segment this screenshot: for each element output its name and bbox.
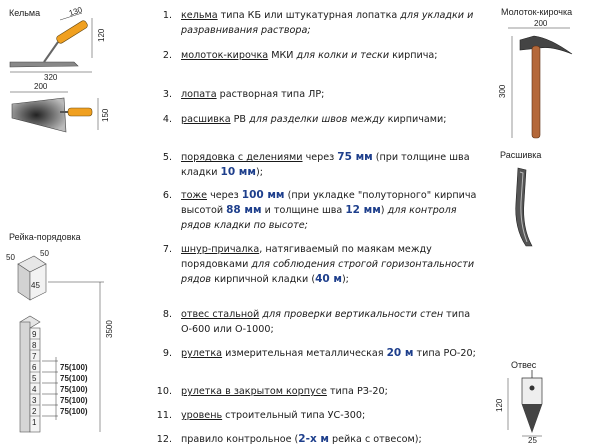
kelma-handle-side [55,20,88,45]
otves-drawing [490,370,589,443]
reyka-drawing [0,242,140,442]
tool-num: 4. [162,114,172,125]
tool-name: тоже [181,190,208,201]
reyka-mark-5: 5 [32,374,37,383]
reyka-row-label-2: 75(100) [60,374,88,383]
reyka-row-label-3: 75(100) [60,385,88,394]
tool-size: 10 мм [220,166,256,178]
tool-desc: строительный типа УС-300; [222,410,366,421]
tool-desc: измерительная металлическая [222,348,387,359]
reyka-mark-6: 6 [32,363,37,372]
tool-num: 9. [162,348,172,359]
tool-num: 12. [156,434,172,445]
molotok-caption: Молоток-кирочка [501,7,573,17]
reyka-mark-8: 8 [32,341,37,350]
otves-dim-120: 120 [495,398,504,412]
tool-num: 7. [162,244,172,255]
tool-desc: , натягиваемый по маякам между порядовками [181,244,432,270]
reyka-dim-3500: 3500 [105,320,114,338]
tool-name: кельма [181,10,218,21]
reyka-dim-50b: 50 [40,249,49,258]
reyka-mark-3: 3 [32,396,37,405]
rasshivka-drawing [500,162,560,252]
kelma-dim-200: 200 [34,82,48,91]
tool-desc: кирпичами; [384,114,447,125]
rasshivka-blade [516,168,532,246]
tool-num: 2. [162,50,172,61]
kelma-dim-120: 120 [97,28,106,42]
tool-purpose: для укладки и разравнивания раствора; [181,10,474,36]
tool-desc: МКИ [268,50,297,61]
tool-desc: ) [380,205,388,216]
reyka-rail-side [20,322,30,432]
molotok-drawing [490,16,589,146]
tool-purpose: для соблюдения строгой горизонтальности рядов [181,259,475,285]
tool-text [181,408,481,423]
tool-text [181,242,481,287]
reyka-dim-45: 45 [31,281,40,290]
tool-name: порядовка с делениями [181,152,303,163]
molotok-dim-200: 200 [534,19,548,28]
reyka-mark-1: 1 [32,418,37,427]
tool-size: 12 мм [345,204,381,216]
tool-text [181,48,481,63]
tool-num: 5. [162,152,172,163]
kelma-caption: Кельма [9,8,41,18]
reyka-caption: Рейка-порядовка [9,232,81,242]
kelma-shank [44,42,58,62]
kelma-dim-150: 150 [101,108,110,122]
tool-size: 2-х м [298,433,329,445]
tool-desc: (при укладке "полуторного" кирпича высотой [181,190,477,216]
tool-num: 3. [162,89,172,100]
reyka-mark-7: 7 [32,352,37,361]
tool-name: шнур-причалка [181,244,260,255]
tool-desc: (при толщине шва кладки [181,152,470,178]
tool-size: 75 мм [337,151,373,163]
tool-purpose: для контроля рядов кладки по высоте; [181,205,457,231]
kelma-drawing [0,0,140,140]
tool-text [181,87,481,102]
tool-desc: типа РО-20; [413,348,476,359]
tool-text [181,432,481,447]
tool-size: 20 м [386,347,414,359]
tool-name: уровень [181,410,223,421]
reyka-row-label-4: 75(100) [60,396,88,405]
tool-text [181,384,481,399]
tool-purpose: для разделки швов между [249,114,385,125]
kelma-blade-top [12,98,66,132]
reyka-mark-4: 4 [32,385,37,394]
kelma-handle-top [68,108,92,116]
tool-name: молоток-кирочка [181,50,269,61]
tool-desc: через [207,190,242,201]
tool-desc: типа КБ или штукатурная лопатка [217,10,401,21]
tool-num: 6. [162,190,172,201]
tool-text [181,346,481,361]
tool-desc: правило контрольное ( [181,434,299,445]
tool-desc: кирпичной кладки ( [211,274,316,285]
tool-name: расшивка [181,114,231,125]
reyka-row-label-1: 75(100) [60,363,88,372]
tool-text [181,150,481,180]
tool-text [181,112,481,127]
molotok-head [520,36,572,54]
tool-name: отвес стальной [181,309,260,320]
rasshivka-caption: Расшивка [500,150,542,160]
tool-desc: и толщине шва [261,205,346,216]
tool-desc: рейка с отвесом); [328,434,422,445]
kelma-blade-side [10,62,78,67]
tool-desc: ); [255,167,263,178]
tool-desc: через [302,152,338,163]
molotok-dim-300: 300 [498,84,507,98]
tool-desc: типа О-600 или О-1000; [181,309,471,335]
tool-purpose: для колки и тески [296,50,390,61]
tool-num: 11. [156,410,172,421]
tool-desc: ); [341,274,349,285]
tool-text [181,8,481,38]
tool-size: 100 мм [241,189,285,201]
tool-num: 8. [162,309,172,320]
reyka-row-label-5: 75(100) [60,407,88,416]
kelma-dim-320: 320 [44,73,58,82]
tool-desc: РВ [230,114,250,125]
tool-purpose: для проверки вертикальности стен [262,309,444,320]
tool-desc: типа РЗ-20; [326,386,388,397]
tool-name: рулетка [181,348,223,359]
tool-size: 88 мм [226,204,262,216]
tool-num: 1. [162,10,172,21]
tool-num: 10. [156,386,172,397]
tool-text [181,188,481,233]
otves-caption: Отвес [511,360,537,370]
kelma-dim-130: 130 [67,5,84,18]
tool-size: 40 м [315,273,342,285]
tool-desc: растворная типа ЛР; [216,89,325,100]
tool-name: рулетка в закрытом корпусе [181,386,327,397]
reyka-mark-2: 2 [32,407,37,416]
tool-text [181,307,481,337]
tool-desc: кирпича; [389,50,438,61]
reyka-dim-50a: 50 [6,253,15,262]
otves-dim-25: 25 [528,436,537,443]
molotok-handle [532,46,540,138]
reyka-mark-9: 9 [32,330,37,339]
tool-name: лопата [181,89,217,100]
